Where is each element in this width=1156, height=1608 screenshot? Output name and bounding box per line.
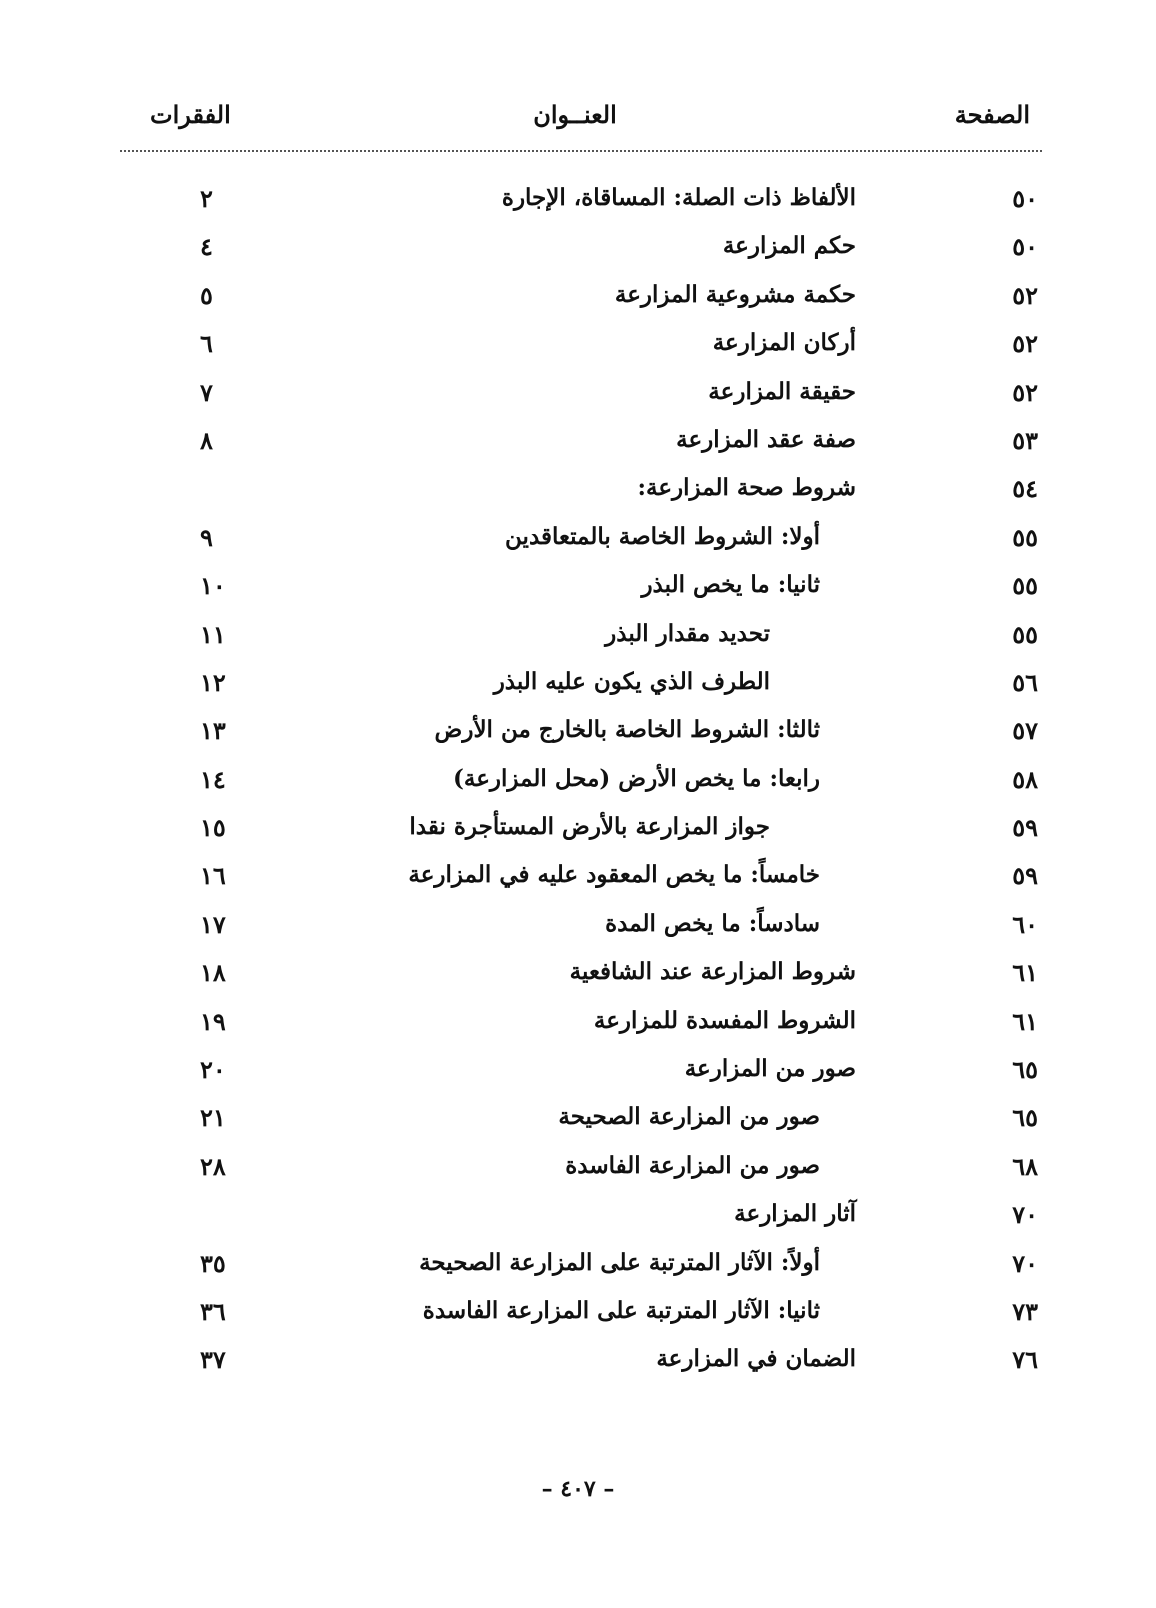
toc-page-number: ٧٠ (1012, 1248, 1038, 1278)
toc-page-number: ٧٦ (1012, 1345, 1038, 1375)
toc-entry-title: آثار المزارعة (734, 1200, 856, 1228)
toc-paragraph-number: ١١ (200, 619, 226, 649)
toc-page-number: ٦٥ (1012, 1055, 1038, 1085)
toc-paragraph-number: ٢ (200, 184, 213, 213)
toc-entry-title: صفة عقد المزارعة (676, 425, 856, 453)
toc-row (0, 376, 1156, 424)
toc-page-number: ٥٥ (1012, 522, 1038, 552)
toc-row (0, 1295, 1156, 1343)
toc-entry-title: جواز المزارعة بالأرض المستأجرة نقدا (409, 813, 770, 841)
toc-row (0, 1198, 1156, 1246)
toc-page-number: ٧٠ (1012, 1200, 1038, 1230)
toc-paragraph-number: ٥ (200, 280, 213, 310)
toc-entry-title: أركان المزارعة (712, 329, 856, 357)
toc-paragraph-number: ٨ (200, 425, 213, 455)
toc-entry-title: الألفاظ ذات الصلة: المساقاة، الإجارة (501, 184, 856, 211)
toc-entry-title: حقيقة المزارعة (708, 377, 856, 405)
toc-page-number: ٥٥ (1012, 619, 1038, 649)
paragraphs-column-header: الفقرات (150, 100, 231, 129)
toc-entry-title: شروط صحة المزارعة: (637, 474, 856, 502)
toc-page-number: ٦١ (1012, 958, 1038, 988)
toc-entry-title: أولاً: الآثار المترتبة على المزارعة الصحيحة (419, 1248, 820, 1276)
toc-row (0, 908, 1156, 956)
toc-row (0, 763, 1156, 811)
toc-paragraph-number: ٣٥ (200, 1248, 226, 1278)
toc-entry-title: رابعا: ما يخص الأرض (محل المزارعة) (453, 764, 820, 792)
toc-page-number: ٥٢ (1012, 280, 1038, 310)
toc-paragraph-number: ١٣ (200, 716, 226, 746)
toc-page-number: ٥٢ (1012, 377, 1038, 407)
toc-row (0, 472, 1156, 520)
dotted-divider (120, 150, 1042, 152)
toc-page-number: ٦٠ (1012, 909, 1038, 939)
toc-row (0, 521, 1156, 569)
toc-paragraph-number: ٢٠ (200, 1055, 226, 1085)
toc-row (0, 424, 1156, 472)
toc-entry-title: صور من المزارعة الصحيحة (558, 1103, 820, 1131)
toc-entry-title: ثالثا: الشروط الخاصة بالخارج من الأرض (434, 716, 820, 744)
toc-page-number: ٥٣ (1012, 425, 1038, 455)
toc-paragraph-number: ٣٧ (200, 1345, 226, 1375)
toc-page-number: ٥٦ (1012, 667, 1038, 697)
toc-paragraph-number: ١٢ (200, 667, 226, 697)
toc-row (0, 1343, 1156, 1391)
toc-paragraph-number: ٦ (200, 329, 213, 359)
toc-row (0, 956, 1156, 1004)
toc-paragraph-number: ١٤ (200, 764, 226, 794)
toc-paragraph-number: ٢١ (200, 1103, 226, 1133)
toc-paragraph-number: ١٩ (200, 1006, 226, 1036)
toc-paragraph-number: ٤ (200, 232, 213, 262)
toc-page-number: ٥٠ (1012, 184, 1038, 213)
toc-entry-title: تحديد مقدار البذر (605, 619, 770, 647)
toc-list (0, 182, 1156, 1392)
toc-row (0, 1150, 1156, 1198)
title-column-header: العنــوان (533, 100, 617, 129)
toc-entry-title: الطرف الذي يكون عليه البذر (493, 667, 770, 695)
toc-page-number: ٥٤ (1012, 474, 1038, 504)
toc-page-number: ٦٨ (1012, 1151, 1038, 1181)
toc-entry-title: أولا: الشروط الخاصة بالمتعاقدين (505, 522, 820, 550)
toc-paragraph-number: ٣٦ (200, 1296, 226, 1326)
toc-page-number: ٥٢ (1012, 329, 1038, 359)
toc-row (0, 230, 1156, 278)
toc-page-number: ٦٥ (1012, 1103, 1038, 1133)
toc-entry-title: خامساً: ما يخص المعقود عليه في المزارعة (408, 861, 820, 889)
toc-entry-title: الشروط المفسدة للمزارعة (593, 1006, 856, 1034)
toc-paragraph-number: ١٠ (200, 571, 226, 601)
toc-paragraph-number: ٩ (200, 522, 213, 552)
toc-row (0, 714, 1156, 762)
toc-paragraph-number: ١٥ (200, 813, 226, 843)
toc-row (0, 327, 1156, 375)
toc-entry-title: صور من المزارعة (684, 1055, 856, 1083)
toc-page-number: ٥٩ (1012, 813, 1038, 843)
toc-row (0, 666, 1156, 714)
toc-page-number: ٥٨ (1012, 764, 1038, 794)
toc-row (0, 1247, 1156, 1295)
toc-entry-title: شروط المزارعة عند الشافعية (569, 958, 856, 986)
toc-page-number: ٦١ (1012, 1006, 1038, 1036)
toc-page-number: ٥٥ (1012, 571, 1038, 601)
toc-row (0, 1005, 1156, 1053)
toc-row (0, 1053, 1156, 1101)
toc-page-number: ٥٩ (1012, 861, 1038, 891)
page-column-header: الصفحة (954, 100, 1030, 129)
toc-row (0, 182, 1156, 230)
toc-paragraph-number: ١٨ (200, 958, 226, 988)
toc-entry-title: ثانيا: ما يخص البذر (641, 571, 820, 599)
toc-row (0, 279, 1156, 327)
toc-page-number: ٥٧ (1012, 716, 1038, 746)
toc-entry-title: ثانيا: الآثار المترتبة على المزارعة الفاسدة (422, 1296, 820, 1324)
toc-entry-title: الضمان في المزارعة (656, 1345, 856, 1373)
toc-page-number: ٥٠ (1012, 232, 1038, 262)
toc-entry-title: حكمة مشروعية المزارعة (614, 280, 856, 308)
toc-paragraph-number: ١٧ (200, 909, 226, 939)
toc-row (0, 811, 1156, 859)
toc-paragraph-number: ١٦ (200, 861, 226, 891)
toc-paragraph-number: ٢٨ (200, 1151, 226, 1181)
toc-row (0, 1101, 1156, 1149)
toc-row (0, 859, 1156, 907)
toc-entry-title: صور من المزارعة الفاسدة (565, 1151, 820, 1179)
toc-row (0, 618, 1156, 666)
toc-paragraph-number: ٧ (200, 377, 213, 407)
toc-entry-title: حكم المزارعة (722, 232, 856, 260)
toc-header (120, 100, 1030, 144)
page-number: – ٤٠٧ – (541, 1476, 615, 1502)
toc-entry-title: سادساً: ما يخص المدة (605, 909, 820, 937)
toc-page-number: ٧٣ (1012, 1296, 1038, 1326)
toc-row (0, 569, 1156, 617)
